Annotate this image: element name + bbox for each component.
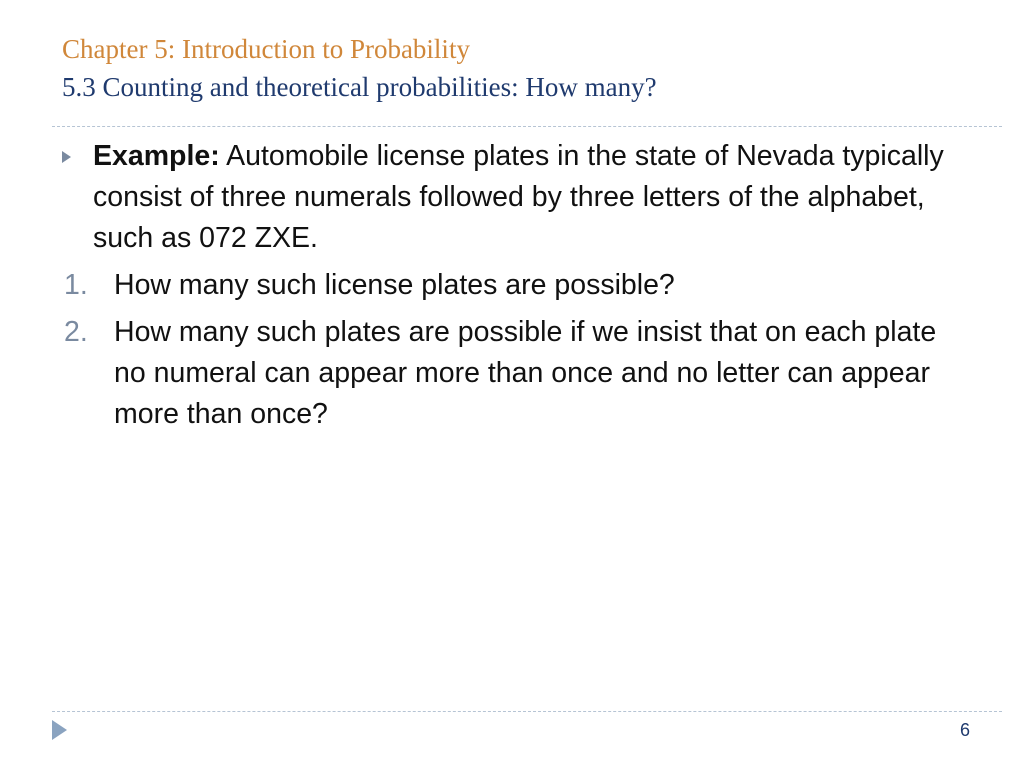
question-number-2: 2. (64, 316, 88, 348)
slide-title (62, 30, 1002, 106)
top-divider (52, 126, 1002, 127)
section-title: 5.3 Counting and theoretical probabilities: How many? (62, 72, 657, 102)
question-text-2: How many such plates are possible if we insist that on each plate no numeral can appear more than once and no letter can appear more than once? (114, 316, 937, 430)
example-bullet (52, 136, 972, 259)
example-text: Automobile license plates in the state of Nevada typically consist of three numerals followed by three letters of the alphabet, such as 072 ZXE. (93, 140, 944, 254)
question-item-1 (52, 265, 972, 306)
slide-body (52, 136, 972, 441)
triangle-right-icon[interactable] (52, 720, 67, 740)
example-label: Example: (93, 140, 220, 172)
chapter-title: Chapter 5: Introduction to Probability (62, 34, 470, 64)
question-item-2 (52, 312, 972, 435)
bottom-divider (52, 711, 1002, 712)
question-number-1: 1. (64, 269, 88, 301)
bullet-arrow-icon (62, 151, 71, 163)
page-number: 6 (959, 720, 970, 740)
question-text-1: How many such license plates are possible? (114, 269, 675, 301)
